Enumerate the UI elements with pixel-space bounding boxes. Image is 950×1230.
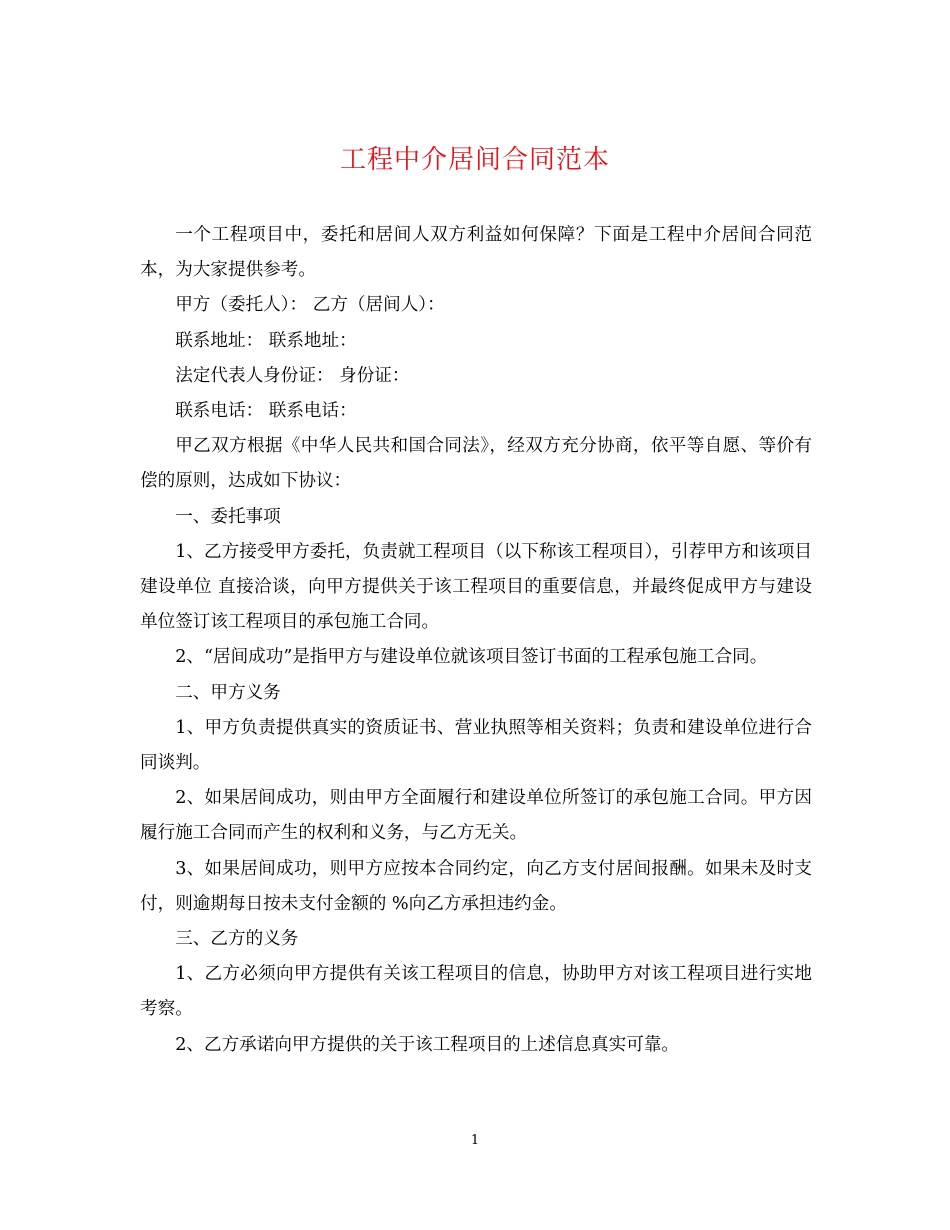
section-heading-party-a-obligations: 二、甲方义务 — [175, 682, 281, 703]
clause-1-2: 2、“居间成功”是指甲方与建设单位就该项目签订书面的工程承包施工合同。 — [175, 647, 768, 668]
clause-3-1: 1、乙方必须向甲方提供有关该工程项目的信息，协助甲方对该工程项目进行实地考察。 — [140, 964, 812, 1020]
section-heading-entrusted-matters: 一、委托事项 — [175, 506, 281, 527]
paragraph-id-cards: 法定代表人身份证： 身份证： — [175, 365, 410, 386]
document-body — [140, 218, 812, 1063]
paragraph-intro: 一个工程项目中，委托和居间人双方利益如何保障？下面是工程中介居间合同范本，为大家提供参考。 — [140, 225, 812, 281]
section-heading-party-b-obligations: 三、乙方的义务 — [175, 929, 299, 950]
clause-2-3: 3、如果居间成功，则甲方应按本合同约定，向乙方支付居间报酬。如果未及时支付，则逾期每日按未支付金额的 %向乙方承担违约金。 — [140, 858, 812, 914]
clause-1-1: 1、乙方接受甲方委托，负责就工程项目（以下称该工程项目），引荐甲方和该项目建设单位 直接洽谈，向甲方提供关于该工程项目的重要信息，并最终促成甲方与建设单位签订该工程项目的承包施工合同。 — [140, 541, 812, 633]
clause-3-2: 2、乙方承诺向甲方提供的关于该工程项目的上述信息真实可靠。 — [175, 1034, 680, 1055]
document-title: 工程中介居间合同范本 — [339, 145, 610, 175]
paragraph-agreement-basis: 甲乙双方根据《中华人民共和国合同法》，经双方充分协商，依平等自愿、等价有偿的原则，达成如下协议： — [140, 436, 812, 492]
paragraph-addresses: 联系地址： 联系地址： — [175, 330, 357, 351]
clause-2-2: 2、如果居间成功，则由甲方全面履行和建设单位所签订的承包施工合同。甲方因履行施工合同而产生的权利和义务，与乙方无关。 — [140, 788, 812, 844]
paragraph-phones: 联系电话： 联系电话： — [175, 401, 357, 422]
clause-2-1: 1、甲方负责提供真实的资质证书、营业执照等相关资料；负责和建设单位进行合同谈判。 — [140, 717, 812, 774]
page-number: 1 — [470, 1133, 480, 1148]
paragraph-party-names: 甲方（委托人）： 乙方（居间人）： — [175, 295, 445, 316]
